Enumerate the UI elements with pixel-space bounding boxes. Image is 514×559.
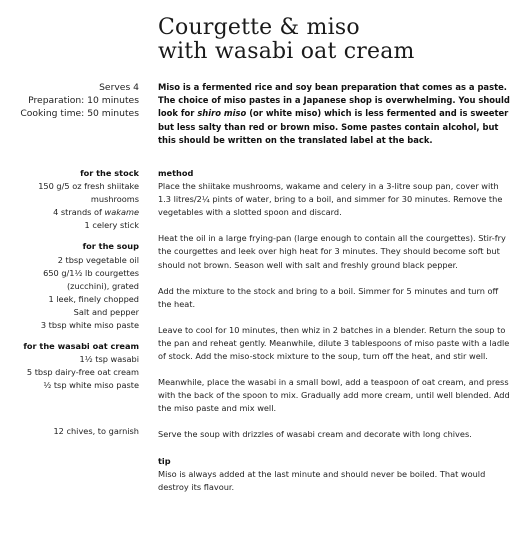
intro-text-1: Miso is a fermented rice and soy bean preparation that comes as a paste. The choice of miso pastes in a Japanese shop is overwhelming. You should look for (158, 82, 510, 119)
method-section (158, 167, 510, 494)
title-line-2: with wasabi oat cream (158, 39, 415, 64)
intro-paragraph (158, 81, 510, 147)
method-step-5: Meanwhile, place the wasabi in a small bowl, add a teaspoon of oat cream, and press with the back of the spoon to mix. Gradually add more cream, until well blended. Add the miso paste and mix well. (158, 377, 510, 414)
recipe-meta (0, 81, 139, 121)
preparation-time: Preparation: 10 minutes (28, 95, 139, 107)
ingredient: Salt and pepper (73, 306, 139, 317)
ingredient: 3 tbsp white miso paste (40, 320, 139, 331)
ingredient: 1 leek, finely chopped (48, 293, 139, 304)
ingredient: mushrooms (90, 194, 139, 205)
soup-heading: for the soup (82, 241, 139, 252)
wasabi-heading: for the wasabi oat cream (23, 341, 139, 352)
ingredient: 1½ tsp wasabi (79, 354, 139, 365)
method-step-6: Serve the soup with drizzles of wasabi cream and decorate with long chives. (158, 429, 472, 440)
ingredient: ½ tsp white miso paste (43, 380, 139, 391)
title-line-1: Courgette & miso (158, 15, 360, 40)
serves: Serves 4 (99, 82, 139, 93)
ingredient: 1 celery stick (84, 220, 139, 231)
ingredient: 2 tbsp vegetable oil (57, 254, 139, 265)
ingredients-column (0, 167, 139, 438)
garnish: 12 chives, to garnish (53, 425, 139, 436)
method-step-4: Leave to cool for 10 minutes, then whiz in 2 batches in a blender. Return the soup to the pan and reheat gently. Meanwhile, dilute 3 tablespoons of miso paste with a ladle of stock. Add the miso-stock mixture to the soup, turn off the heat, and stir well. (158, 324, 510, 362)
method-step-1: Place the shiitake mushrooms, wakame and celery in a 3-litre soup pan, cover with 1.3 litres/2¼ pints of water, bring to a boil, and simmer for 30 minutes. Remove the vegetables with a slotted spoon and discard. (158, 181, 503, 218)
ingredient-emphasis-wakame: wakame (104, 207, 139, 218)
stock-heading: for the stock (80, 168, 139, 178)
method-step-2: Heat the oil in a large frying-pan (large enough to contain all the courgettes). Stir-fry the courgettes and leek over high heat for 3 minutes. They should become soft but should not brown. Season well with salt and freshly ground black pepper. (158, 233, 506, 270)
ingredient: 650 g/1½ lb courgettes (43, 267, 139, 278)
method-step-3: Add the mixture to the stock and bring to a boil. Simmer for 5 minutes and turn off the heat. (158, 285, 499, 309)
ingredient-text: 4 strands of (53, 207, 105, 218)
ingredient: (zucchini), grated (66, 280, 139, 291)
recipe-title (158, 16, 508, 64)
intro-text-2: (or white miso) which is less fermented and is sweeter but less salty than red or brown miso. Some pastes contain alcohol, but this should be written on the translated label at the back. (158, 108, 509, 145)
cooking-time: Cooking time: 50 minutes (20, 108, 139, 120)
ingredient: 5 tbsp dairy-free oat cream (26, 367, 139, 378)
ingredient: 150 g/5 oz fresh shiitake (38, 181, 139, 192)
intro-emphasis-shiro-miso: shiro miso (197, 108, 247, 119)
tip-heading: tip (158, 455, 171, 466)
method-heading: method (158, 168, 194, 178)
ingredient (0, 206, 139, 219)
tip-text: Miso is always added at the last minute and should never be boiled. That would destroy its flavour. (158, 468, 486, 492)
